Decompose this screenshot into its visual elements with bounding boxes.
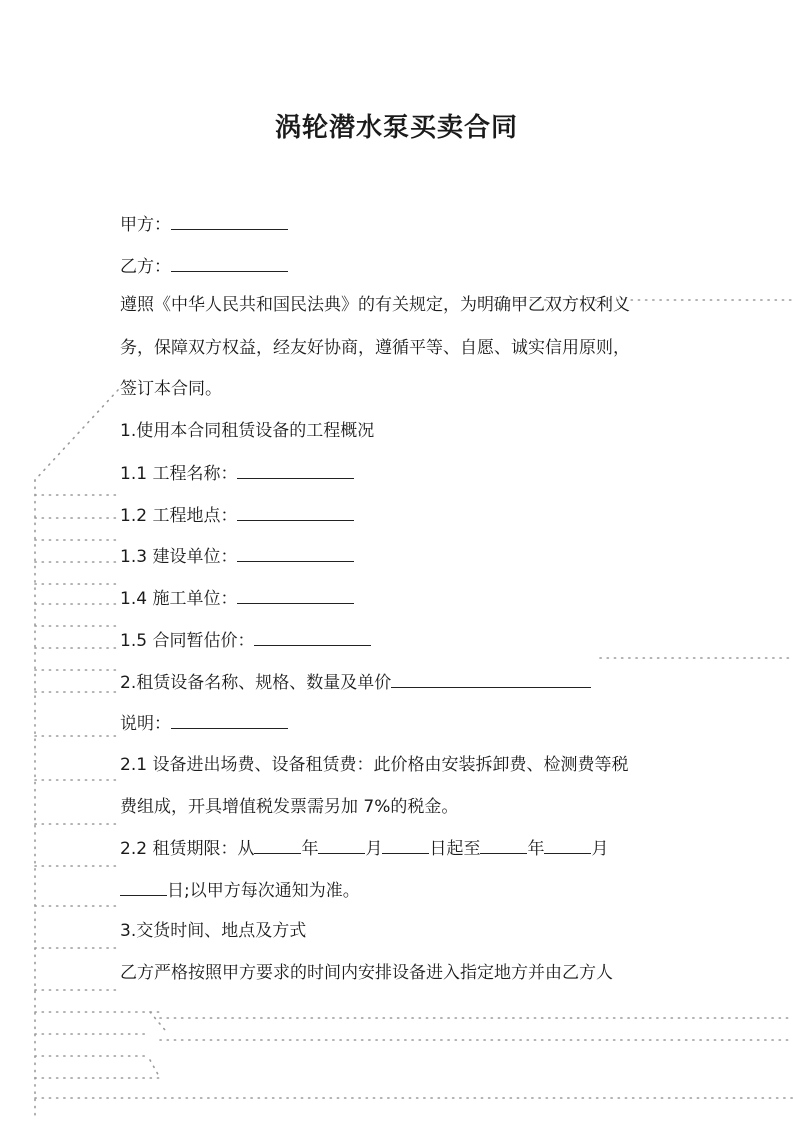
preamble-line-3: 签订本合同。: [120, 379, 222, 399]
note-label: 说明：: [120, 714, 171, 734]
contractor-unit-line: [120, 585, 354, 612]
lease-term-label: 2.2 租赁期限：从: [120, 839, 255, 859]
preamble-line-1: 遵照《中华人民共和国民法典》的有关规定，为明确甲乙双方权利义: [120, 295, 630, 315]
project-name-blank: [237, 460, 354, 479]
party-a-label: 甲方：: [120, 215, 171, 235]
fee-line-1: 2.1 设备进出场费、设备租赁费：此价格由安装拆卸费、检测费等税: [120, 755, 629, 775]
party-a-line: [120, 211, 288, 238]
party-b-blank: [171, 253, 288, 272]
equipment-blank: [391, 669, 591, 688]
construction-unit-line: [120, 543, 354, 570]
end-month-blank: [544, 835, 591, 854]
party-a-blank: [171, 211, 288, 230]
party-b-line: [120, 253, 288, 280]
start-day-label: 日起至: [429, 839, 481, 859]
estimated-price-label: 1.5 合同暂估价：: [120, 631, 255, 651]
project-name-label: 1.1 工程名称：: [120, 464, 238, 484]
start-month-label: 月: [365, 839, 383, 859]
lease-term-end-text: 日;以甲方每次通知为准。: [167, 881, 360, 901]
section-2-heading: 2.租赁设备名称、规格、数量及单价: [120, 673, 392, 693]
party-b-label: 乙方：: [120, 257, 171, 277]
fee-line-2: 费组成，开具增值税发票需另加 7%的税金。: [120, 797, 459, 817]
preamble-line-2: 务，保障双方权益，经友好协商，遵循平等、自愿、诚实信用原则，: [120, 338, 630, 358]
lease-term-end-line: [120, 877, 360, 904]
delivery-text: 乙方严格按照甲方要求的时间内安排设备进入指定地方并由乙方人: [120, 963, 613, 983]
section-3-heading: 3.交货时间、地点及方式: [120, 921, 307, 941]
construction-unit-label: 1.3 建设单位：: [120, 547, 238, 567]
contractor-unit-label: 1.4 施工单位：: [120, 589, 238, 609]
estimated-price-blank: [254, 627, 371, 646]
contractor-unit-blank: [237, 585, 354, 604]
construction-unit-blank: [237, 543, 354, 562]
note-line: [120, 710, 288, 737]
start-day-blank: [382, 835, 429, 854]
end-year-blank: [480, 835, 527, 854]
project-location-label: 1.2 工程地点：: [120, 506, 238, 526]
note-blank: [171, 710, 288, 729]
project-name-line: [120, 460, 354, 487]
section-1-heading: 1.使用本合同租赁设备的工程概况: [120, 421, 375, 441]
end-month-label: 月: [591, 839, 609, 859]
lease-term-line: [120, 835, 608, 862]
end-year-label: 年: [527, 839, 545, 859]
estimated-price-line: [120, 627, 371, 654]
contract-title: 涡轮潜水泵买卖合同: [274, 113, 518, 143]
project-location-blank: [237, 502, 354, 521]
start-month-blank: [318, 835, 365, 854]
end-day-blank: [120, 877, 167, 896]
start-year-label: 年: [301, 839, 319, 859]
project-location-line: [120, 502, 354, 529]
start-year-blank: [254, 835, 301, 854]
section-2-heading-line: [120, 669, 591, 696]
